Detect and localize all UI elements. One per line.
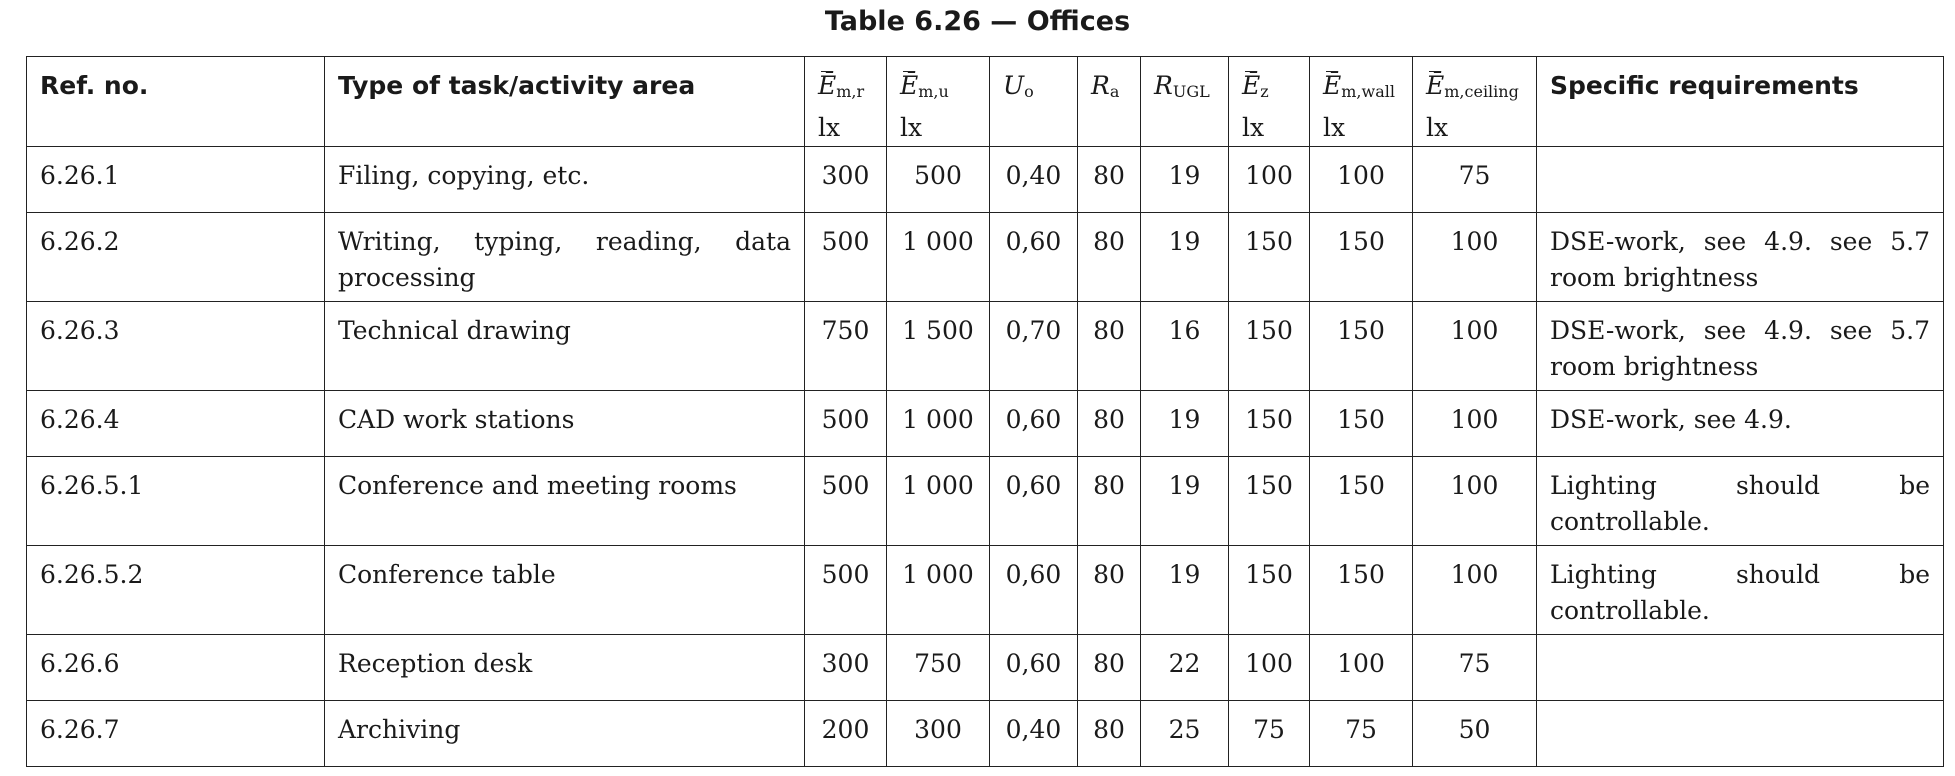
cell-ez: 150 [1229,213,1310,302]
table-row [27,635,1944,701]
header-em-u: Ēm,u lx [887,57,990,147]
cell-uo: 0,70 [990,302,1078,391]
cell-rugl: 25 [1141,701,1229,767]
cell-em-ceiling: 50 [1413,701,1537,767]
cell-ra: 80 [1078,457,1141,546]
cell-rugl: 19 [1141,213,1229,302]
cell-uo: 0,60 [990,457,1078,546]
cell-uo: 0,60 [990,213,1078,302]
cell-ez: 150 [1229,546,1310,635]
cell-em-ceiling: 100 [1413,213,1537,302]
cell-ref: 6.26.4 [27,391,325,457]
cell-uo: 0,60 [990,391,1078,457]
cell-requirements: Lighting should be controllable. [1537,457,1944,546]
cell-em-u: 1 000 [887,213,990,302]
cell-ez: 150 [1229,457,1310,546]
cell-uo: 0,40 [990,701,1078,767]
table-row [27,391,1944,457]
cell-ra: 80 [1078,391,1141,457]
cell-uo: 0,60 [990,635,1078,701]
header-ref-no: Ref. no. [27,57,325,147]
cell-em-ceiling: 100 [1413,391,1537,457]
cell-rugl: 16 [1141,302,1229,391]
cell-em-wall: 100 [1310,147,1413,213]
table-row [27,302,1944,391]
header-rugl: RUGL [1141,57,1229,147]
cell-task: Technical drawing [325,302,805,391]
cell-requirements: DSE-work, see 4.9. see 5.7 room brightness [1537,213,1944,302]
cell-task: Filing, copying, etc. [325,147,805,213]
cell-em-wall: 100 [1310,635,1413,701]
cell-rugl: 19 [1141,391,1229,457]
cell-em-ceiling: 75 [1413,635,1537,701]
header-row [27,57,1944,147]
cell-ref: 6.26.7 [27,701,325,767]
cell-em-r: 500 [805,213,887,302]
cell-ra: 80 [1078,213,1141,302]
header-em-ceiling: Ēm,ceiling lx [1413,57,1537,147]
cell-ref: 6.26.5.2 [27,546,325,635]
table-title: Table 6.26 — Offices [824,6,1131,37]
cell-ra: 80 [1078,546,1141,635]
header-em-wall: Ēm,wall lx [1310,57,1413,147]
header-specific-requirements: Specific requirements [1537,57,1944,147]
cell-em-u: 300 [887,701,990,767]
cell-ez: 100 [1229,635,1310,701]
cell-ref: 6.26.2 [27,213,325,302]
header-ez: Ēz lx [1229,57,1310,147]
cell-ref: 6.26.1 [27,147,325,213]
cell-task: Writing, typing, reading, data processing [325,213,805,302]
cell-ref: 6.26.6 [27,635,325,701]
cell-em-u: 750 [887,635,990,701]
cell-em-wall: 75 [1310,701,1413,767]
table-row [27,546,1944,635]
cell-ref: 6.26.5.1 [27,457,325,546]
cell-uo: 0,40 [990,147,1078,213]
cell-ez: 150 [1229,391,1310,457]
cell-requirements: DSE-work, see 4.9. [1537,391,1944,457]
cell-em-ceiling: 75 [1413,147,1537,213]
offices-lighting-table [26,56,1944,767]
header-task-area: Type of task/activity area [325,57,805,147]
cell-em-r: 300 [805,635,887,701]
cell-requirements [1537,635,1944,701]
cell-ref: 6.26.3 [27,302,325,391]
header-ra: Ra [1078,57,1141,147]
header-em-r: Ēm,r lx [805,57,887,147]
table-row [27,457,1944,546]
table-row [27,213,1944,302]
cell-ra: 80 [1078,701,1141,767]
cell-em-r: 500 [805,546,887,635]
cell-em-ceiling: 100 [1413,302,1537,391]
cell-ez: 150 [1229,302,1310,391]
cell-em-u: 1 500 [887,302,990,391]
cell-rugl: 19 [1141,147,1229,213]
cell-uo: 0,60 [990,546,1078,635]
cell-rugl: 22 [1141,635,1229,701]
cell-em-u: 1 000 [887,546,990,635]
cell-em-u: 1 000 [887,391,990,457]
cell-requirements [1537,701,1944,767]
cell-requirements: DSE-work, see 4.9. see 5.7 room brightness [1537,302,1944,391]
cell-em-ceiling: 100 [1413,546,1537,635]
cell-em-wall: 150 [1310,457,1413,546]
cell-task: Reception desk [325,635,805,701]
cell-em-wall: 150 [1310,546,1413,635]
cell-em-r: 500 [805,457,887,546]
cell-requirements [1537,147,1944,213]
cell-ez: 100 [1229,147,1310,213]
cell-ra: 80 [1078,302,1141,391]
cell-task: Conference table [325,546,805,635]
cell-task: Conference and meeting rooms [325,457,805,546]
cell-task: CAD work stations [325,391,805,457]
table-row [27,701,1944,767]
cell-ra: 80 [1078,635,1141,701]
cell-ez: 75 [1229,701,1310,767]
cell-em-u: 500 [887,147,990,213]
cell-rugl: 19 [1141,546,1229,635]
cell-rugl: 19 [1141,457,1229,546]
table-row [27,147,1944,213]
cell-em-wall: 150 [1310,302,1413,391]
cell-em-ceiling: 100 [1413,457,1537,546]
cell-ra: 80 [1078,147,1141,213]
cell-em-r: 300 [805,147,887,213]
cell-em-u: 1 000 [887,457,990,546]
cell-em-wall: 150 [1310,391,1413,457]
cell-em-r: 750 [805,302,887,391]
cell-em-r: 500 [805,391,887,457]
cell-requirements: Lighting should be controllable. [1537,546,1944,635]
cell-task: Archiving [325,701,805,767]
cell-em-wall: 150 [1310,213,1413,302]
header-uo: Uo [990,57,1078,147]
cell-em-r: 200 [805,701,887,767]
